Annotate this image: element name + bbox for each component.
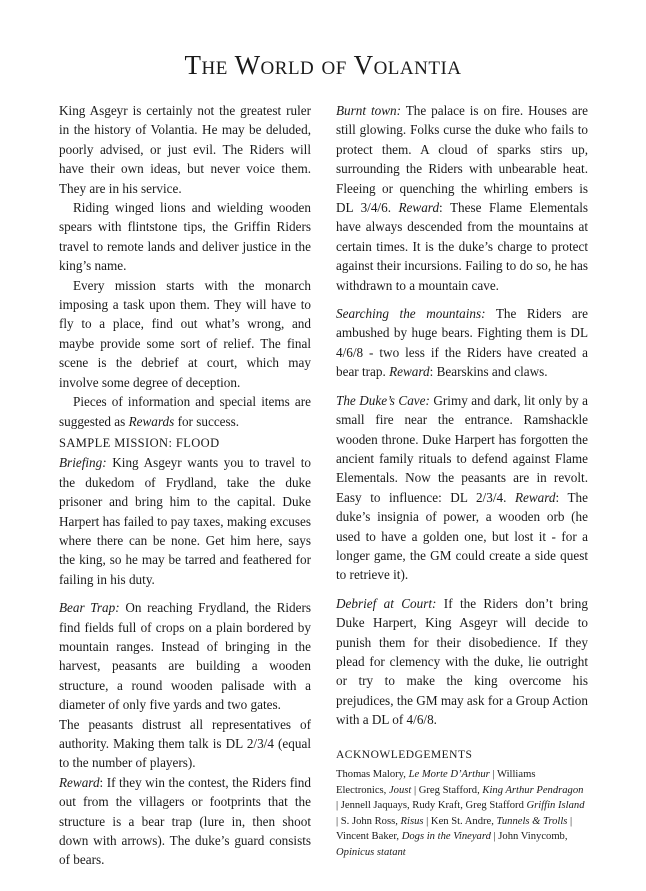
ack-credit-text: | Williams Electronics, (336, 769, 536, 796)
left-column (59, 101, 311, 870)
ack-credit-text: | S. John Ross, (336, 815, 401, 827)
searching-mountains-paragraph: Searching the mountains: The Riders are ambushed by huge bears. Fighting them is DL 4/6/8 - two less if the Riders have created a bear trap. Reward: Bearskins and claws. (336, 306, 588, 380)
ack-credit-text: | Vincent Baker, (336, 815, 573, 843)
acknowledgements-heading: ACKNOWLEDGEMENTS (336, 748, 473, 761)
ack-work-title: Dogs in the Vineyard (401, 831, 491, 843)
ack-work-title: Tunnels & Trolls (496, 815, 568, 827)
ack-work-title: Joust (388, 784, 412, 796)
ack-credit-text: | John Vinycomb, (490, 831, 568, 843)
ack-credit-text: | Ken St. Andre, (423, 815, 497, 827)
briefing-paragraph: Briefing: King Asgeyr wants you to travel to the dukedom of Frydland, take the duke prisoner and bring him to the capital. Duke Harpert has failed to pay taxes, making excuses where there can be none. Get him here, says the king, so he may be tarred and feathered for failing in his duty. (59, 455, 311, 587)
ack-work-title: Le Morte D’Arthur (408, 769, 490, 780)
ack-work-title: Opinicus statant (336, 846, 406, 858)
riders-paragraph: Riding winged lions and wielding wooden spears with flintstone tips, the Griffin Riders travel to remote lands and deliver justice in the king’s name. (59, 200, 311, 274)
ack-credit-text: | Jennell Jaquays, Rudy Kraft, Greg Stafford (336, 800, 527, 812)
ack-work-title: Risus (400, 815, 424, 827)
page-title: The World of Volantia (184, 50, 462, 80)
bear-trap-paragraph: Bear Trap: On reaching Frydland, the Riders find fields full of crops on a plain bordered by mountain ranges. Instead of bringing in the harvest, peasants are building a wooden structure, a round wooden palisade with a diameter of only five yards and two gates. (59, 600, 311, 713)
dukes-cave-paragraph: The Duke’s Cave: Grimy and dark, lit only by a small fire near the entrance. Ramshackle wooden throne. Duke Harpert has forgotten the ancient family rituals to defend against Flame Elementals. Now the peasants are in revolt. Easy to influence: DL 2/3/4. Reward: The duke’s insignia of power, a wooden orb (he used to have a golden one, but lost it - for a longer game, the GM could create a side quest to retrieve it). (336, 392, 588, 583)
ack-work-title: King Arthur Pendragon (482, 784, 584, 796)
right-column (336, 101, 588, 861)
bear-trap-reward-paragraph: Reward: If they win the contest, the Riders find out from the villagers or footprints that the structure is a bear trap (lure in, then shoot down with arrows). The duke’s guard consists of bears. (59, 774, 311, 868)
debrief-paragraph: Debrief at Court: If the Riders don’t bring Duke Harpert, King Asgeyr will decide to punish them for their disobedience. If they plead for clemency with the duke, lie outright or try to make the king overcome his prejudices, the GM may ask for a Group Action with a DL of 4/6/8. (336, 595, 588, 728)
ack-credit-text: Thomas Malory, (336, 769, 409, 780)
ack-work-title: Griffin Island (526, 800, 585, 812)
intro-paragraph: King Asgeyr is certainly not the greatest ruler in the history of Volantia. He may be deluded, poorly advised, or just evil. The Riders will have their own ideas, but never voice them. They are in his service. (59, 103, 311, 196)
mission-paragraph: Every mission starts with the monarch imposing a task upon them. They will have to fly to a place, find out what’s wrong, and maybe provide some sort of relief. The final scene is the debrief at court, which may involve some degree of deception. (59, 277, 311, 390)
burnt-town-paragraph: Burnt town: The palace is on fire. Houses are still glowing. Folks curse the duke who fails to protect them. A cloud of sparks stirs up, surrounding the Riders with unbearable heat. Fleeing or quenching the whirling embers is DL 3/4/6. Reward: These Flame Elementals have always descended from the mountains at certain times. It is the duke’s charge to protect against their incursions. Failing to do so, he has withdrawn to a mountain cave. (336, 103, 589, 293)
bear-trap-talk-paragraph: The peasants distrust all representatives of authority. Making them talk is DL 2/3/4 (equal to the number of players). (59, 716, 311, 771)
sample-mission-heading: SAMPLE MISSION: FLOOD (59, 435, 220, 450)
rewards-paragraph: Pieces of information and special items are suggested as Rewards for success. (59, 394, 311, 429)
acknowledgements-list (336, 767, 588, 861)
ack-credit-text: | Greg Stafford, (411, 784, 483, 796)
